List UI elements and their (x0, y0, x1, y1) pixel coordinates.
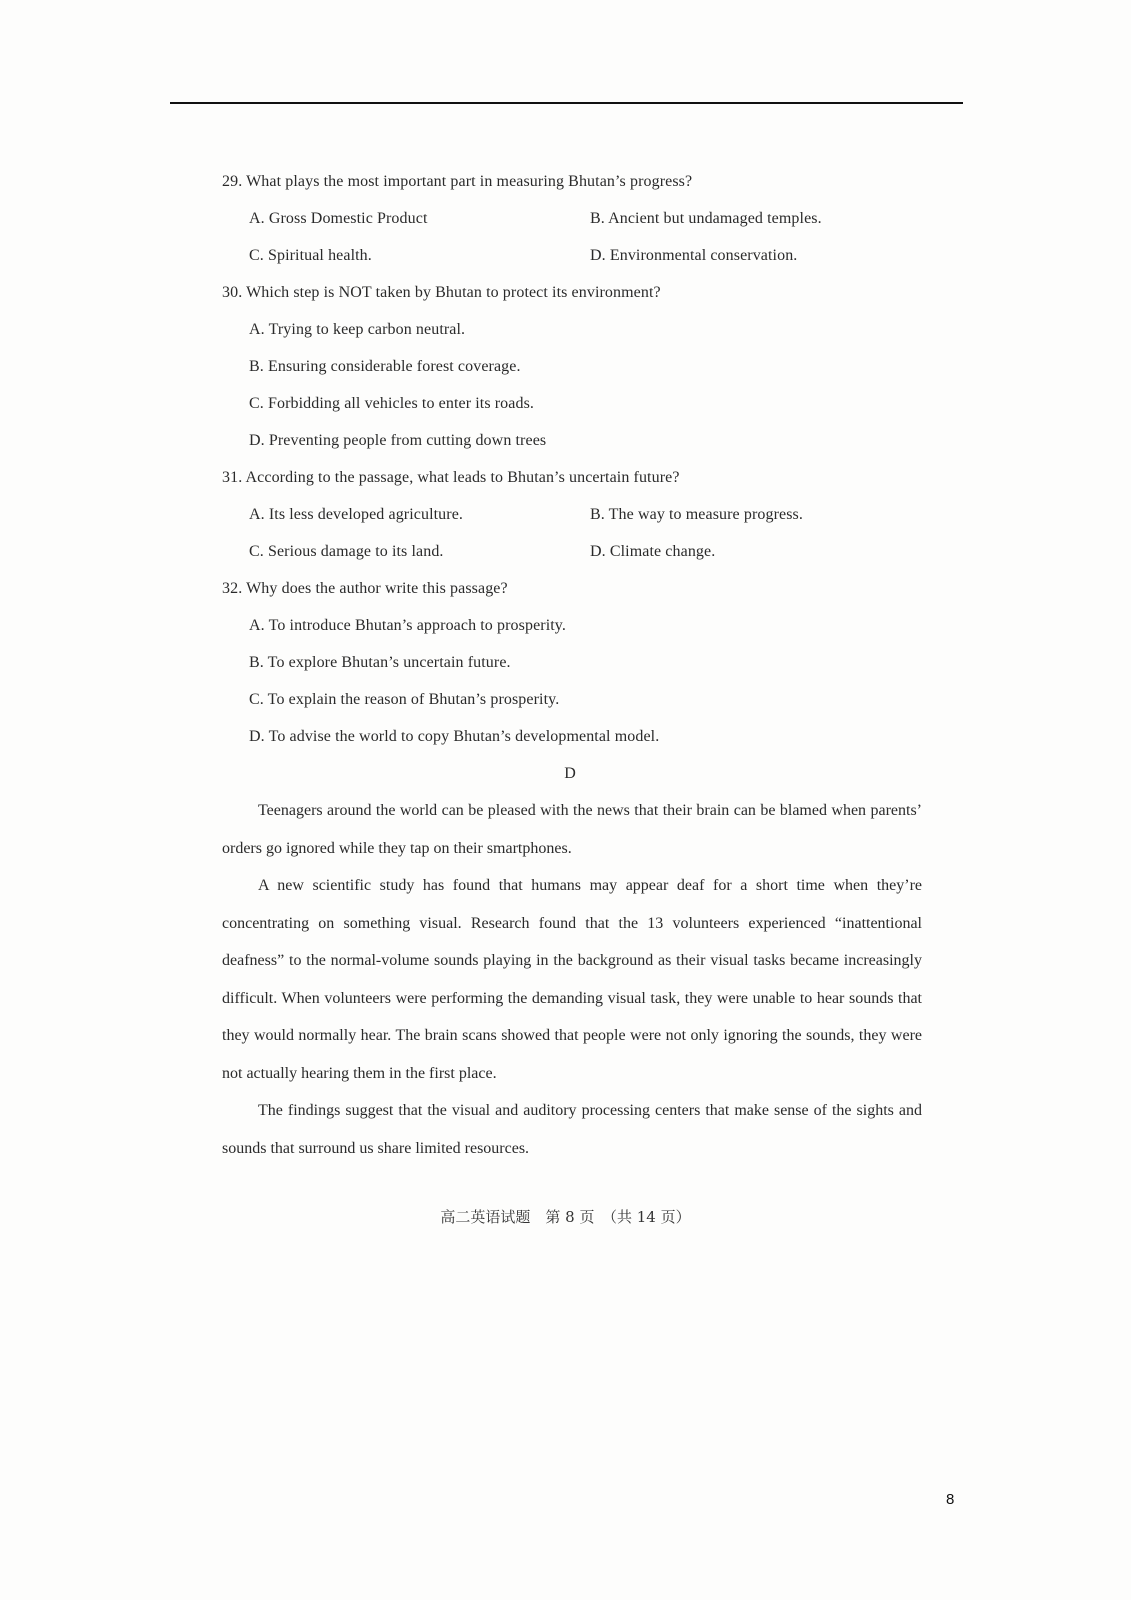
header-rule (170, 102, 963, 104)
question-30-stem: 30. Which step is NOT taken by Bhutan to protect its environment? (222, 284, 661, 301)
question-30-option-c: C. Forbidding all vehicles to enter its roads. (249, 395, 534, 412)
question-29-stem: 29. What plays the most important part in measuring Bhutan’s progress? (222, 173, 693, 190)
question-30-option-b: B. Ensuring considerable forest coverage. (249, 358, 521, 375)
page-footer: 高二英语试题 第 8 页 （共 14 页） (440, 1208, 691, 1226)
question-29-option-d: D. Environmental conservation. (590, 247, 798, 264)
question-30-option-d: D. Preventing people from cutting down trees (249, 432, 547, 449)
section-letter: D (564, 765, 576, 782)
page-number: 8 (946, 1491, 955, 1508)
question-31-stem: 31. According to the passage, what leads to Bhutan’s uncertain future? (222, 469, 680, 486)
question-30-option-a: A. Trying to keep carbon neutral. (249, 321, 466, 338)
question-31-option-c: C. Serious damage to its land. (249, 543, 444, 560)
passage-paragraph-3: The findings suggest that the visual and auditory processing centers that make sense of the sights and sounds that surround us share limited resources. (222, 1102, 922, 1157)
question-32-option-c: C. To explain the reason of Bhutan’s prosperity. (249, 691, 560, 708)
question-29-option-b: B. Ancient but undamaged temples. (590, 210, 822, 227)
question-29-option-a: A. Gross Domestic Product (249, 210, 428, 227)
question-32-option-d: D. To advise the world to copy Bhutan’s developmental model. (249, 728, 660, 745)
passage-paragraph-1: Teenagers around the world can be pleased with the news that their brain can be blamed when parents’ orders go ignored while they tap on their smartphones. (222, 802, 922, 857)
question-31-option-d: D. Climate change. (590, 543, 716, 560)
question-31-option-a: A. Its less developed agriculture. (249, 506, 464, 523)
question-29-option-c: C. Spiritual health. (249, 247, 372, 264)
question-32-stem: 32. Why does the author write this passage? (222, 580, 508, 597)
question-32-option-a: A. To introduce Bhutan’s approach to prosperity. (249, 617, 566, 634)
question-31-option-b: B. The way to measure progress. (590, 506, 803, 523)
question-32-option-b: B. To explore Bhutan’s uncertain future. (249, 654, 511, 671)
passage-paragraph-2: A new scientific study has found that humans may appear deaf for a short time when they’re concentrating on something visual. Research found that the 13 volunteers experienced “inattentional deafness” to the normal-volume sounds playing in the background as their visual tasks became increasingly difficult. When volunteers were performing the demanding visual task, they were unable to hear sounds that they would normally hear. The brain scans showed that people were not only ignoring the sounds, they were not actually hearing them in the first place. (222, 877, 922, 1082)
